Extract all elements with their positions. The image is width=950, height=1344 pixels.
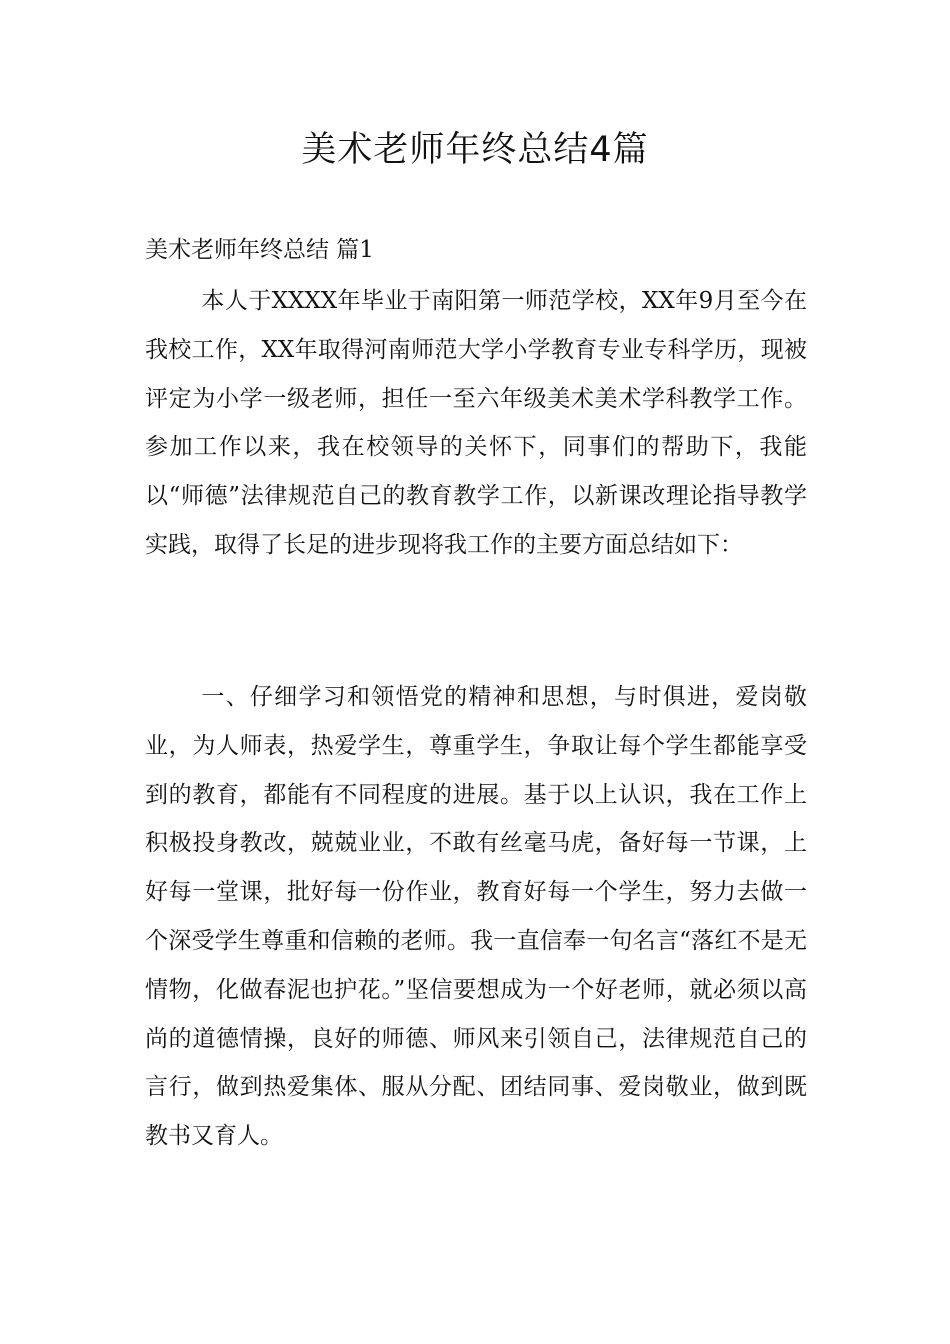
body-paragraph-2: 一、仔细学习和领悟党的精神和思想，与时俱进，爱岗敬业，为人师表，热爱学生，尊重学生，争取让每个学生都能享受到的教育，都能有不同程度的进展。基于以上认识，我在工作上积极投身教改，兢兢业业，不敢有丝毫马虎，备好每一节课，上好每一堂课，批好每一份作业，教育好每一个学生，努力去做一个深受学生尊重和信赖的老师。我一直信奉一句名言“落红不是无情物，化做春泥也护花。”坚信要想成为一个好老师，就必须以高尚的道德情操，良好的师德、师风来引领自己，法律规范自己的言行，做到热爱集体、服从分配、团结同事、爱岗敬业，做到既教书又育人。 bbox=[145, 684, 807, 1150]
document-title: 美术老师年终总结4篇 bbox=[301, 130, 649, 170]
body-paragraph-1: 本人于XXXX年毕业于南阳第一师范学校，XX年9月至今在我校工作，XX年取得河南师范大学小学教育专业专科学历，现被评定为小学一级老师，担任一至六年级美术美术学科教学工作。参加工作以来，我在校领导的关怀下，同事们的帮助下，我能以“师德”法律规范自己的教育教学工作，以新课改理论指导教学实践，取得了长足的进步现将我工作的主要方面总结如下： bbox=[145, 288, 807, 558]
section-heading: 美术老师年终总结 篇1 bbox=[145, 237, 374, 263]
